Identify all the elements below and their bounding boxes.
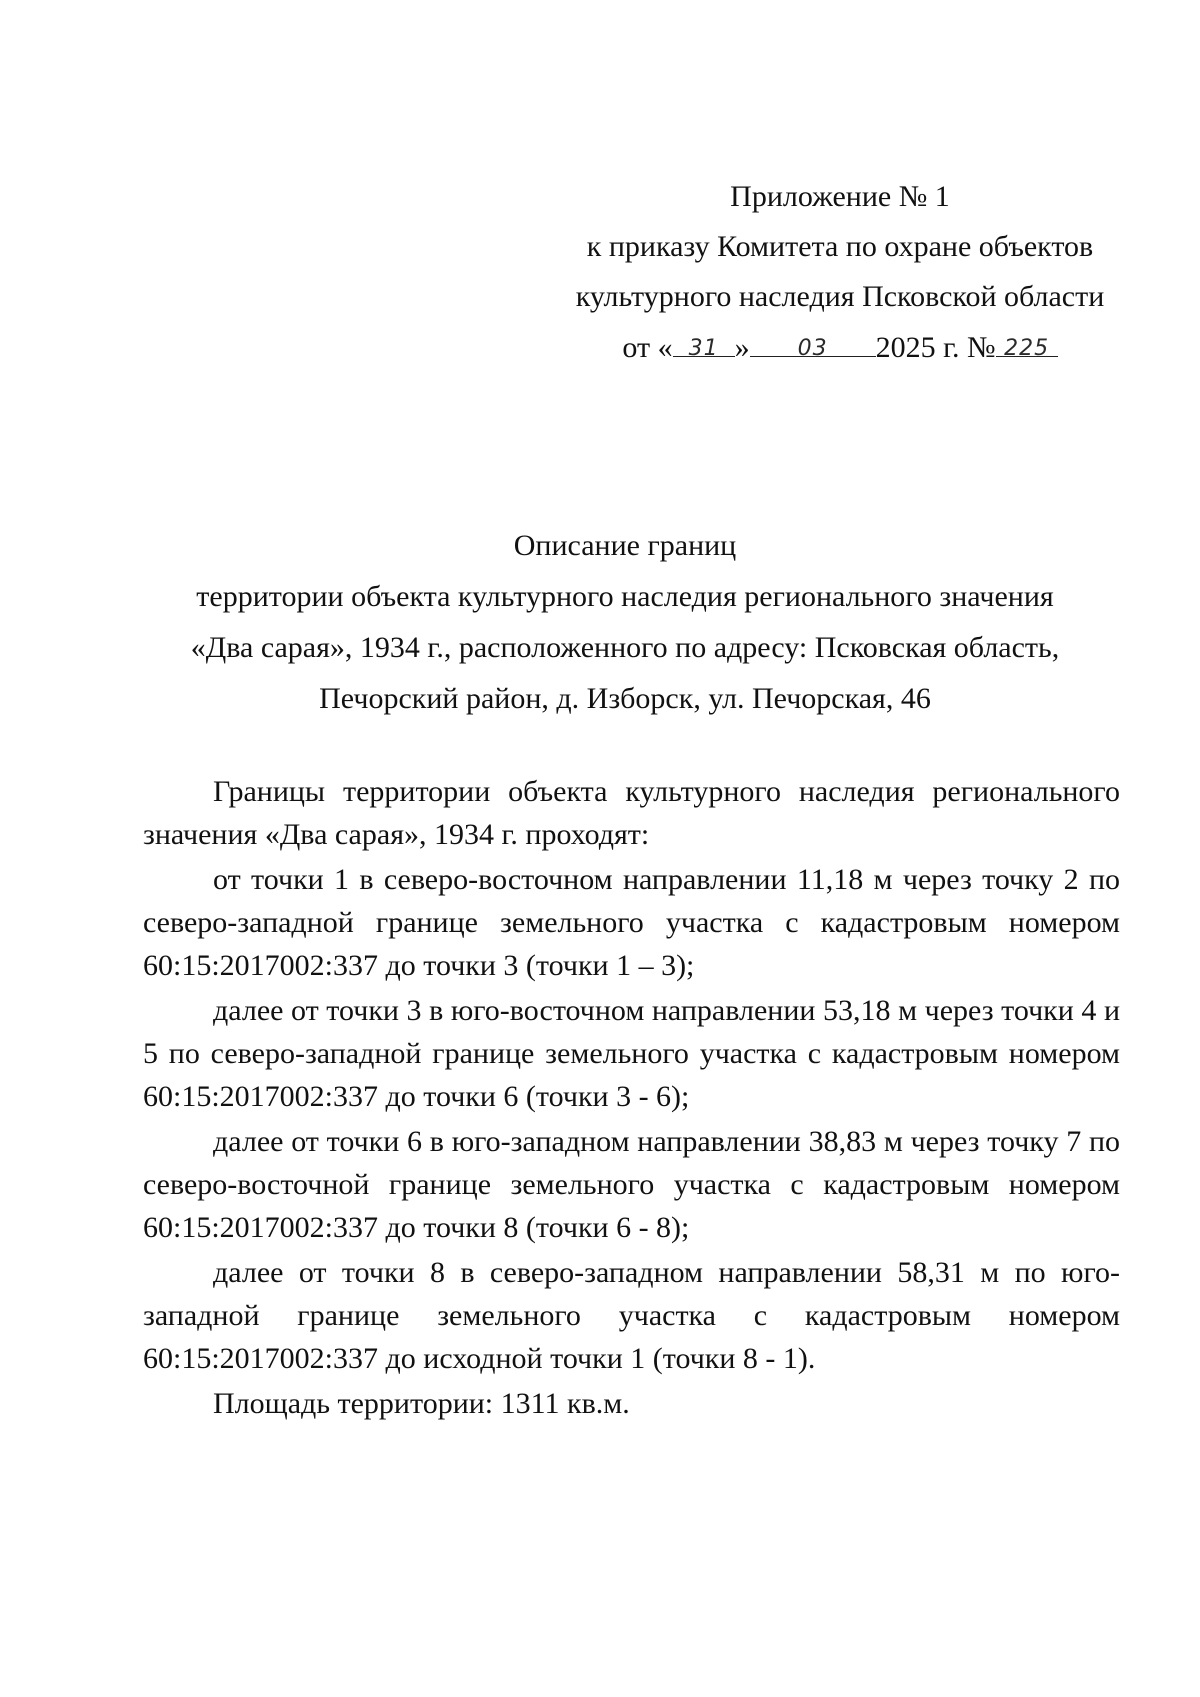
- title-line-3: «Два сарая», 1934 г., расположенного по адресу: Псковская область,: [190, 631, 1060, 664]
- boundary-description: [143, 770, 1120, 1425]
- title-line-1: Описание границ: [513, 529, 737, 562]
- document-title: [130, 520, 1120, 724]
- appendix-number: Приложение № 1: [730, 180, 950, 213]
- paragraph-segment-3-6: далее от точки 3 в юго-восточном направлении 53,18 м через точки 4 и 5 по северо-западной границе земельного участка с кадастровым номером 60:15:2017002:337 до точки 6 (точки 3 - 6);: [143, 994, 1120, 1113]
- title-line-2: территории объекта культурного наследия регионального значения: [196, 580, 1054, 613]
- order-number-handwritten: 225: [1004, 336, 1050, 361]
- title-line-4: Печорский район, д. Изборск, ул. Печорская, 46: [319, 682, 931, 715]
- date-prefix: от «: [622, 331, 673, 364]
- appendix-header: [540, 172, 1140, 373]
- appendix-date-line: [540, 322, 1140, 373]
- paragraph-intro: Границы территории объекта культурного наследия регионального значения «Два сарая», 1934 г. проходят:: [143, 775, 1120, 851]
- paragraph-segment-1-3: от точки 1 в северо-восточном направлении 11,18 м через точку 2 по северо-западной границе земельного участка с кадастровым номером 60:15:2017002:337 до точки 3 (точки 1 – 3);: [143, 863, 1120, 982]
- date-mid: »: [734, 331, 750, 364]
- order-number-blank: [996, 322, 1058, 361]
- paragraph-segment-6-8: далее от точки 6 в юго-западном направлении 38,83 м через точку 7 по северо-восточной границе земельного участка с кадастровым номером 60:15:2017002:337 до точки 8 (точки 6 - 8);: [143, 1125, 1120, 1244]
- paragraph-area: Площадь территории: 1311 кв.м.: [213, 1387, 630, 1420]
- date-month-blank: [750, 322, 876, 361]
- appendix-order-reference: к приказу Комитета по охране объектов: [586, 230, 1094, 263]
- appendix-committee-name: культурного наследия Псковской области: [575, 280, 1105, 313]
- date-day-blank: [673, 322, 735, 361]
- date-day-handwritten: 31: [688, 336, 719, 361]
- date-month-handwritten: 03: [797, 336, 828, 361]
- date-year-label: 2025 г. №: [875, 331, 996, 364]
- paragraph-segment-8-1: далее от точки 8 в северо-западном направлении 58,31 м по юго-западной границе земельного участка с кадастровым номером 60:15:2017002:337 до исходной точки 1 (точки 8 - 1).: [143, 1256, 1120, 1375]
